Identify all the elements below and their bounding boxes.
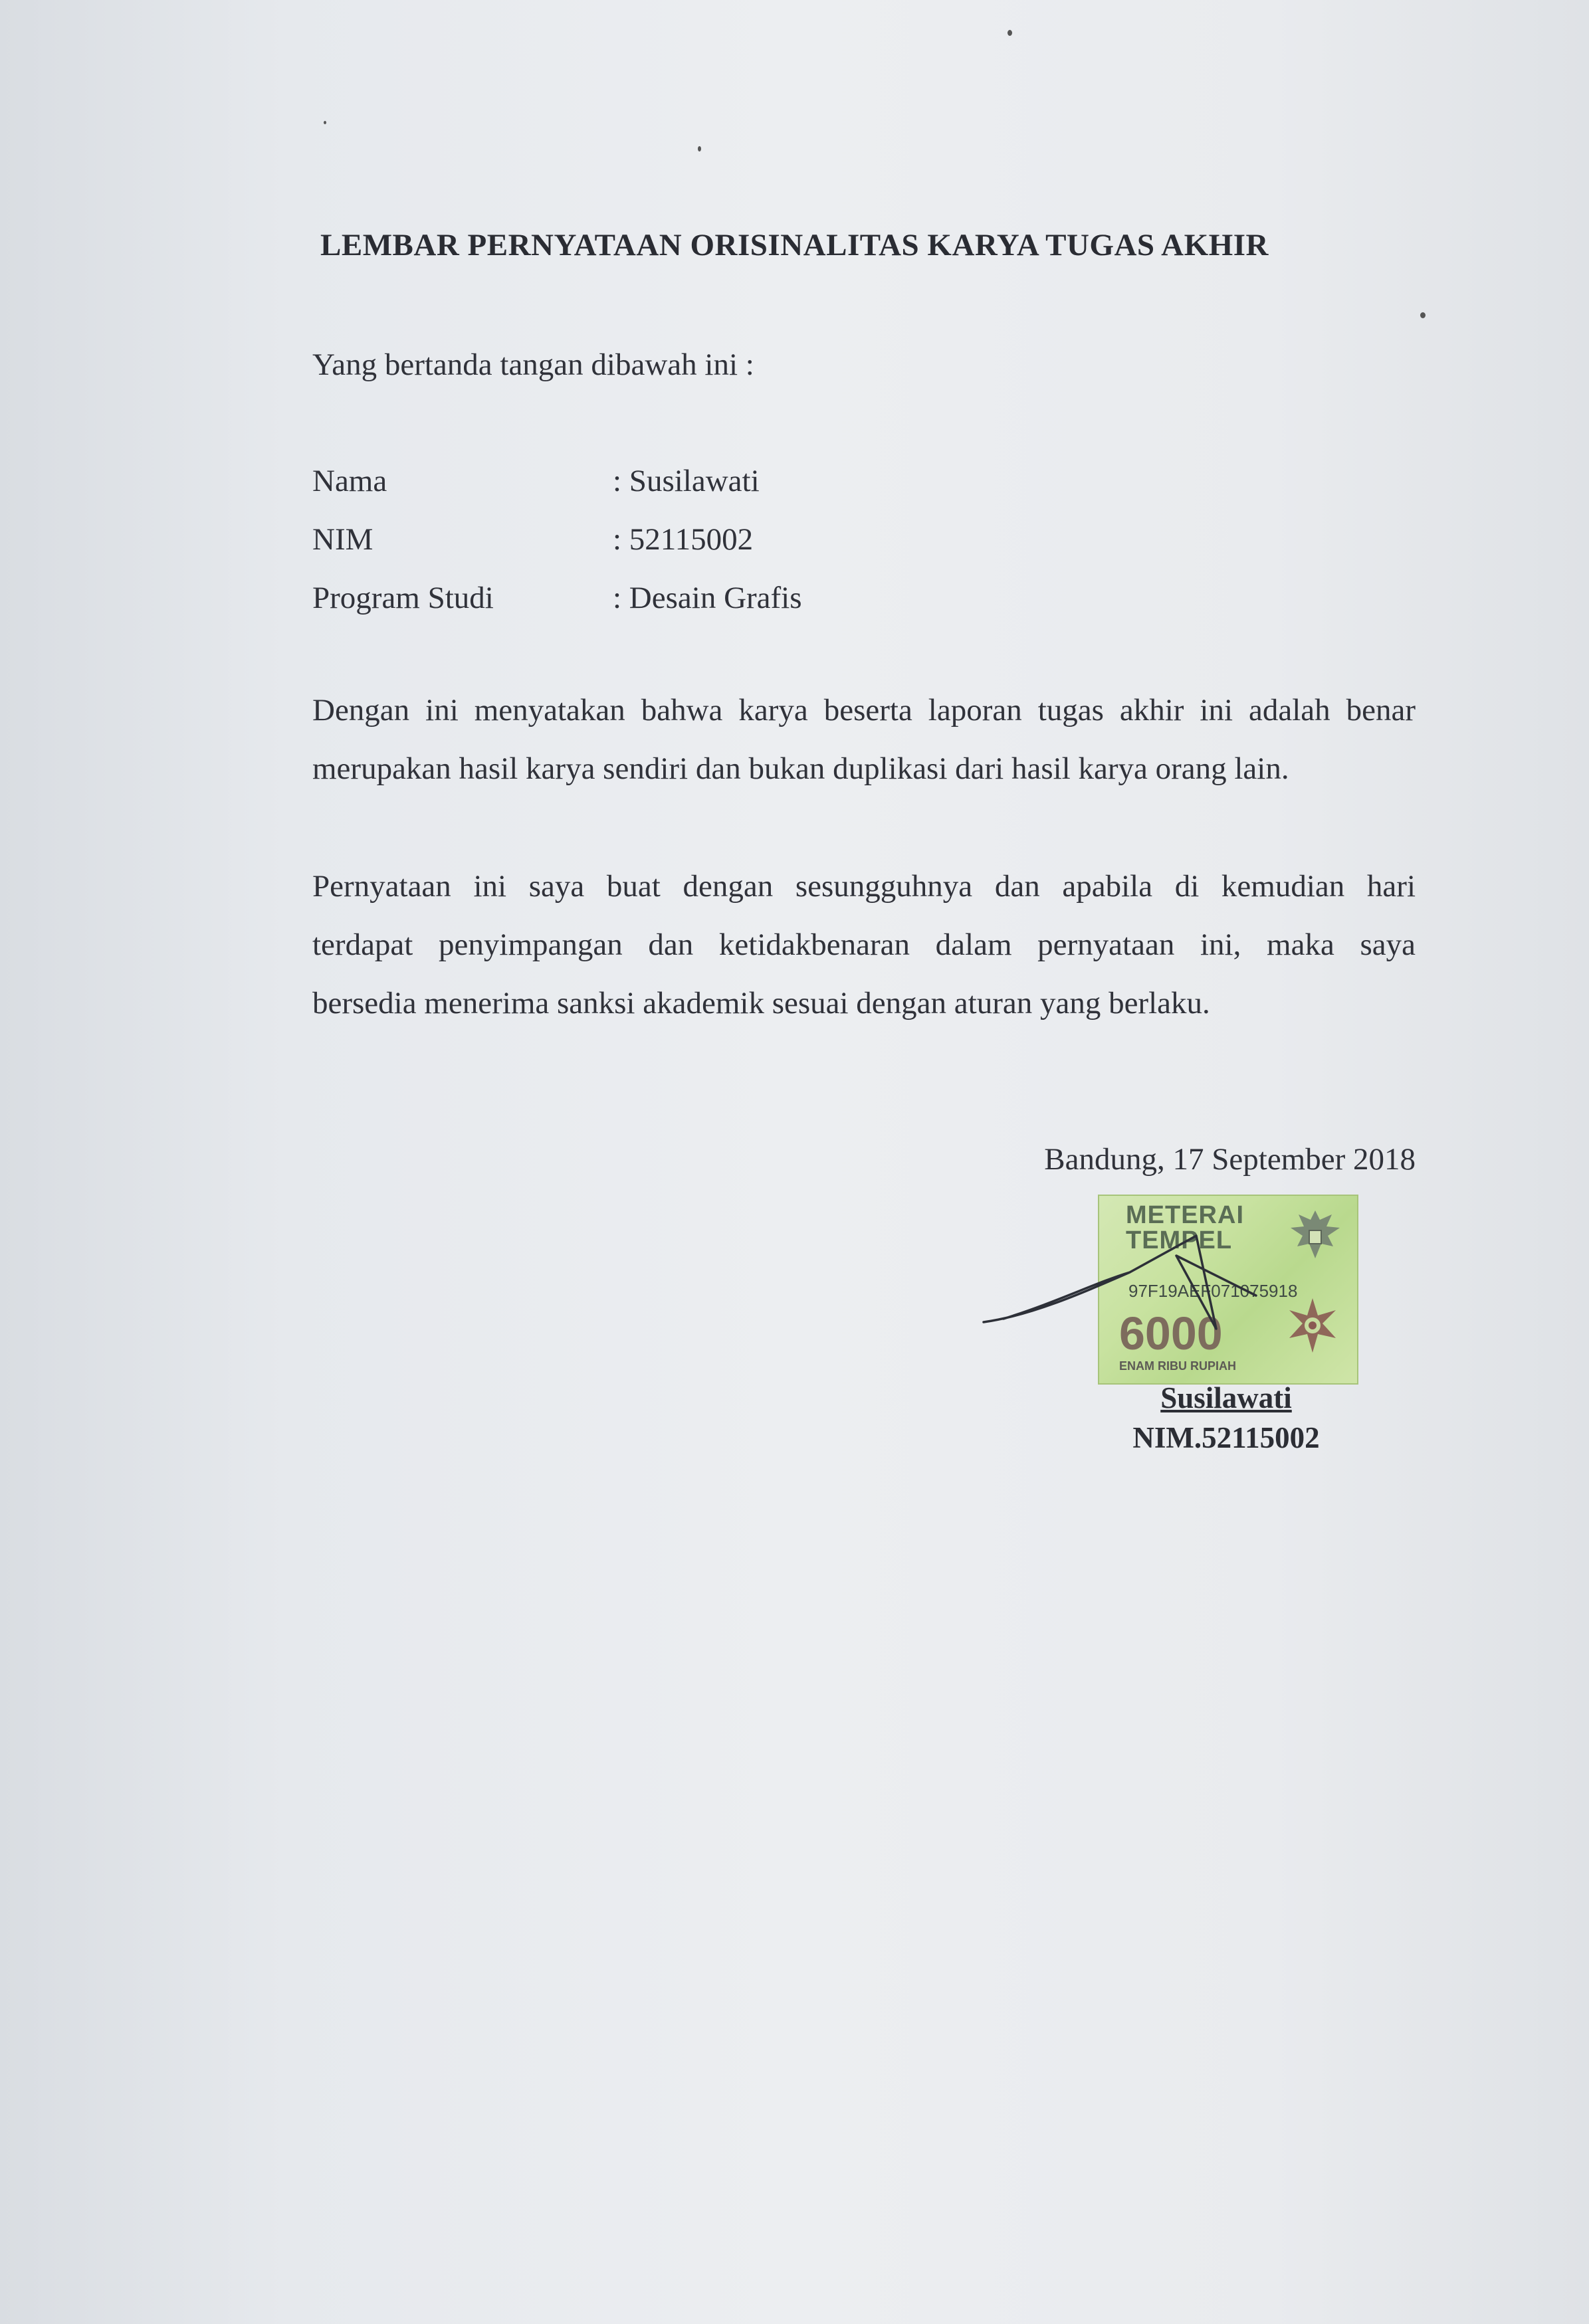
scan-speck <box>324 121 326 124</box>
stamp-title-line: METERAI <box>1126 1201 1244 1229</box>
scan-speck <box>1420 312 1426 318</box>
page-title: LEMBAR PERNYATAAN ORISINALITAS KARYA TUGAS AKHIR <box>320 228 1269 262</box>
handwritten-signature <box>977 1196 1276 1349</box>
field-value-nim: : 52115002 <box>613 522 754 557</box>
signer-nim: NIM.52115002 <box>1132 1421 1320 1454</box>
sanction-line: terdapat penyimpangan dan ketidakbenaran dalam pernyataan ini, maka saya <box>312 927 1416 962</box>
stamp-value: 6000 <box>1119 1307 1223 1359</box>
statement-line: Dengan ini menyatakan bahwa karya beserta laporan tugas akhir ini adalah benar <box>312 693 1416 727</box>
scan-speck <box>1007 30 1012 36</box>
garuda-emblem-icon <box>1285 1205 1345 1272</box>
stamp-value-words: ENAM RIBU RUPIAH <box>1119 1359 1237 1373</box>
field-label-program: Program Studi <box>312 581 494 615</box>
field-row-name <box>312 452 802 510</box>
stamp-title-line: TEMPEL <box>1126 1226 1233 1254</box>
place-date: Bandung, 17 September 2018 <box>1044 1142 1416 1177</box>
field-row-nim <box>312 510 802 569</box>
stamp-serial: 97F19AEF071075918 <box>1128 1281 1298 1301</box>
statement-line: merupakan hasil karya sendiri dan bukan duplikasi dari hasil karya orang lain. <box>312 751 1289 786</box>
scan-speck <box>698 146 701 151</box>
identity-fields <box>312 452 802 627</box>
signer-name: Susilawati <box>1160 1381 1292 1414</box>
field-label-name: Nama <box>312 464 387 498</box>
statement-paragraph <box>312 681 1416 798</box>
field-value-name: : Susilawati <box>613 464 760 498</box>
intro-text: Yang bertanda tangan dibawah ini : <box>312 347 754 382</box>
sanction-line: bersedia menerima sanksi akademik sesuai dengan aturan yang berlaku. <box>312 986 1210 1020</box>
field-label-nim: NIM <box>312 522 373 557</box>
sanction-paragraph <box>312 857 1416 1032</box>
sanction-line: Pernyataan ini saya buat dengan sesungguhnya dan apabila di kemudian hari <box>312 869 1416 904</box>
star-ornament-icon <box>1283 1296 1342 1355</box>
field-row-program <box>312 569 802 627</box>
field-value-program: : Desain Grafis <box>613 581 802 615</box>
